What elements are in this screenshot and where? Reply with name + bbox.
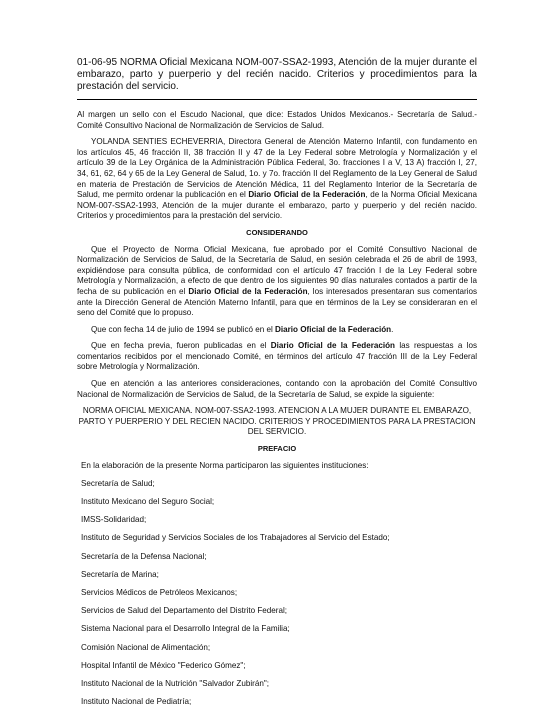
considerando3-text-2: las respuestas a los comentarios recibidos por el mencionado Comité, en términos del artículo 47 fracción III de la Ley Federal sobre Metrología y Normalización.: [77, 341, 477, 372]
list-item: IMSS-Solidaridad;: [81, 515, 147, 525]
list-item: Comisión Nacional de Alimentación;: [81, 642, 211, 652]
seal-paragraph: Al margen un sello con el Escudo Nacional, que dice: Estados Unidos Mexicanos.- Secretaría de Salud.- Comité Consultivo Nacional de Normalización de Servicios de Salud.: [77, 110, 477, 130]
prefacio-intro: En la elaboración de la presente Norma participaron las siguientes instituciones:: [81, 460, 369, 470]
considerando1-text-1: Que el Proyecto de Norma Oficial Mexicana, fue aprobado por el Comité Consultivo Nacional de Normalización de Servicios de Salud, de la Secretaría de Salud, en sesión celebrada el 26 de abril de 1993, expidiéndose para consulta pública, de conformidad con el artículo 47 fracción I de la Ley Federal sobre Metrología y Normalización, a efecto de que dentro de los siguientes 90 días naturales contados a partir de la fecha de su publicación en el: [77, 244, 477, 296]
prefacio-heading: PREFACIO: [257, 444, 297, 454]
considerando-heading: CONSIDERANDO: [246, 227, 308, 237]
considerando2-text-2: .: [391, 324, 394, 334]
list-item: Secretaría de Marina;: [81, 569, 159, 579]
considerando2-text-1: Que con fecha 14 de julio de 1994 se publicó en el: [91, 324, 276, 334]
document-body: [77, 110, 477, 715]
list-item: Instituto Mexicano del Seguro Social;: [81, 497, 215, 506]
list-item: Instituto Nacional de la Nutrición "Salvador Zubirán";: [81, 678, 269, 688]
intro-bold: Diario Oficial de la Federación: [248, 190, 366, 200]
considerando1-bold: Diario Oficial de la Federación: [188, 286, 308, 296]
considerando-paragraph-2: [77, 325, 477, 336]
list-item: Servicios Médicos de Petróleos Mexicanos;: [81, 587, 238, 597]
considerando-paragraph-1: [77, 245, 477, 319]
norma-title-caps: NORMA OFICIAL MEXICANA. NOM-007-SSA2-1993. ATENCION A LA MUJER DURANTE EL EMBARAZO, PARTO Y PUERPERIO Y DEL RECIEN NACIDO. CRITERIOS Y PROCEDIMIENTOS PARA LA PRESTACION DEL SERVICIO.: [78, 406, 476, 437]
list-item: Sistema Nacional para el Desarrollo Integral de la Familia;: [81, 624, 290, 634]
institution-list: [77, 479, 477, 708]
considerando-paragraph-4: Que en atención a las anteriores consideraciones, contando con la aprobación del Comité Consultivo Nacional de Normalización de Servicios de Salud, de la Secretaría de Salud, se expide la siguiente:: [77, 379, 477, 399]
intro-text-2: , de la Norma Oficial Mexicana NOM-007-SSA2-1993, Atención de la mujer durante el embarazo, parto y puerperio y del recién nacido. Criterios y procedimientos para la prestación del servicio.: [77, 190, 477, 221]
list-item: Secretaría de la Defensa Nacional;: [81, 551, 207, 561]
list-item: Servicios de Salud del Departamento del Distrito Federal;: [81, 606, 288, 616]
considerando3-text-1: Que en fecha previa, fueron publicadas en el: [91, 341, 271, 351]
document-header: [77, 57, 477, 100]
considerando-paragraph-3: [77, 341, 477, 373]
considerando3-bold: Diario Oficial de la Federación: [270, 341, 396, 351]
document-title: 01-06-95 NORMA Oficial Mexicana NOM-007-SSA2-1993, Atención de la mujer durante el embarazo, parto y puerperio y del recién nacido. Criterios y procedimientos para la prestación del servicio.: [77, 57, 477, 92]
intro-paragraph: [77, 137, 477, 222]
list-item: Instituto Nacional de Pediatría;: [81, 697, 192, 707]
considerando1-text-2: , los interesados presentaran sus comentarios ante la Dirección General de Atención Materno Infantil, para que en términos de la Ley se consideraran en el seno del Comité que lo propuso.: [77, 286, 477, 318]
list-item: Secretaría de Salud;: [81, 478, 155, 488]
list-item: Instituto de Seguridad y Servicios Sociales de los Trabajadores al Servicio del Estado;: [81, 533, 390, 543]
list-item: Hospital Infantil de México "Federico Gómez";: [81, 660, 246, 670]
considerando2-bold: Diario Oficial de la Federación: [275, 324, 392, 334]
intro-text-1: YOLANDA SENTIES ECHEVERRIA, Directora General de Atención Materno Infantil, con fundamento en los artículos 45, 46 fracción II, 38 fracción II y 47 de la Ley Federal sobre Metrología y Normalización y el artículo 39 de la Ley Orgánica de la Administración Pública Federal, 3o. fracciones I a V, 13 A) fracción I, 27, 34, 61, 62, 64 y 65 de la Ley General de Salud, 1o. y 7o. fracción II del Reglamento de la Ley General de Salud en materia de Prestación de Servicios de Atención Médica, 11 del Reglamento Interior de la Secretaría de Salud, me permito ordenar la publicación en el: [77, 137, 477, 200]
